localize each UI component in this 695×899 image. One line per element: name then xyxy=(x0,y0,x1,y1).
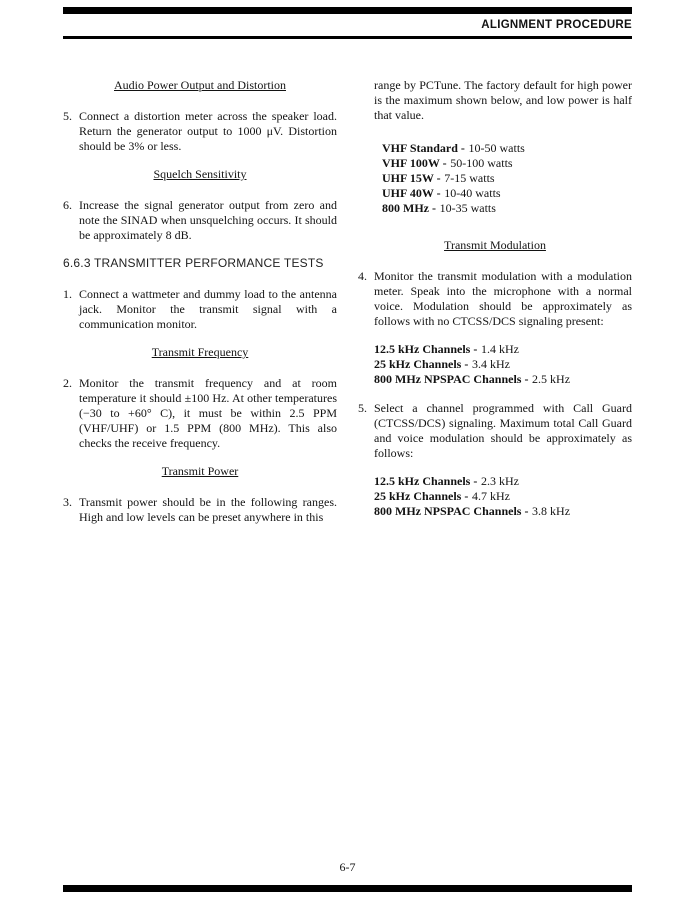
step-text: Monitor the transmit modulation with a modulation meter. Speak into the microphone with a normal voice. Modulation should be approximately as follows with no CTCSS/DCS signaling present: xyxy=(374,269,632,328)
page-header xyxy=(63,19,632,31)
modulation-spec-list-no-signaling xyxy=(374,342,632,387)
step-6 xyxy=(63,198,337,243)
power-spec-list xyxy=(382,141,632,216)
step-number: 3. xyxy=(63,495,72,509)
step-text: Connect a distortion meter across the speaker load. Return the generator output to 1000 μV. Distortion should be 3% or less. xyxy=(79,109,337,153)
step-text: Increase the signal generator output from zero and note the SINAD when unsquelching occurs. It should be approximately 8 dB. xyxy=(79,198,337,242)
spec-value: 10-35 watts xyxy=(439,201,496,215)
spec-value: 1.4 kHz xyxy=(480,342,519,356)
spec-row xyxy=(382,186,632,201)
spec-row xyxy=(374,474,632,489)
spec-label: 12.5 kHz Channels - xyxy=(374,474,478,488)
top-rule xyxy=(63,7,632,14)
step-1 xyxy=(63,287,337,332)
header-rule xyxy=(63,36,632,39)
spec-label: 25 kHz Channels - xyxy=(374,357,469,371)
step-number: 5. xyxy=(63,109,72,123)
spec-row xyxy=(382,171,632,186)
spec-value: 3.8 kHz xyxy=(532,504,571,518)
step-5-right xyxy=(358,401,632,461)
spec-value: 10-40 watts xyxy=(444,186,501,200)
spec-label: UHF 40W - xyxy=(382,186,441,200)
step-3 xyxy=(63,495,337,525)
step-3-continuation: range by PCTune. The factory default for high power is the maximum shown below, and low power is half that value. xyxy=(374,78,632,122)
spec-value: 7-15 watts xyxy=(444,171,495,185)
heading-transmit-modulation: Transmit Modulation xyxy=(444,238,546,252)
spec-row xyxy=(374,357,632,372)
spec-value: 50-100 watts xyxy=(450,156,513,170)
right-column xyxy=(358,74,632,538)
spec-value: 4.7 kHz xyxy=(471,489,510,503)
section-title-transmitter-performance-tests: 6.6.3 TRANSMITTER PERFORMANCE TESTS xyxy=(63,256,324,270)
spec-row xyxy=(382,141,632,156)
step-text: Transmit power should be in the following ranges. High and low levels can be preset anywhere in this xyxy=(79,495,337,524)
spec-row xyxy=(374,489,632,504)
modulation-spec-list-call-guard xyxy=(374,474,632,519)
step-text: Select a channel programmed with Call Guard (CTCSS/DCS) signaling. Maximum total Call Guard and voice modulation should be approximately as follows: xyxy=(374,401,632,460)
bottom-rule xyxy=(63,885,632,892)
step-number: 2. xyxy=(63,376,72,390)
spec-value: 2.3 kHz xyxy=(480,474,519,488)
step-number: 4. xyxy=(358,269,367,283)
heading-transmit-power: Transmit Power xyxy=(161,464,239,478)
heading-squelch-sensitivity: Squelch Sensitivity xyxy=(153,167,247,181)
spec-label: 25 kHz Channels - xyxy=(374,489,469,503)
spec-label: VHF Standard - xyxy=(382,141,465,155)
spec-row xyxy=(382,156,632,171)
step-text: Connect a wattmeter and dummy load to the antenna jack. Monitor the transmit signal with a communication monitor. xyxy=(79,287,337,331)
spec-label: UHF 15W - xyxy=(382,171,441,185)
spec-row xyxy=(374,342,632,357)
spec-row xyxy=(382,201,632,216)
spec-value: 3.4 kHz xyxy=(471,357,510,371)
spec-value: 10-50 watts xyxy=(468,141,525,155)
step-text: Monitor the transmit frequency and at room temperature it should ±100 Hz. At other temperatures (−30 to +60° C), it must be within 2.5 PPM (VHF/UHF) or 1.5 PPM (800 MHz). This also checks the receive frequency. xyxy=(79,376,337,450)
step-4 xyxy=(358,269,632,329)
spec-label: 800 MHz - xyxy=(382,201,436,215)
spec-row xyxy=(374,372,632,387)
spec-row xyxy=(374,504,632,519)
spec-label: VHF 100W - xyxy=(382,156,447,170)
page-number: 6-7 xyxy=(339,860,356,874)
step-5 xyxy=(63,109,337,154)
left-column xyxy=(63,74,337,538)
step-2 xyxy=(63,376,337,451)
spec-value: 2.5 kHz xyxy=(532,372,571,386)
step-number: 6. xyxy=(63,198,72,212)
step-number: 5. xyxy=(358,401,367,415)
two-column-body xyxy=(63,74,632,538)
spec-label: 12.5 kHz Channels - xyxy=(374,342,478,356)
heading-transmit-frequency: Transmit Frequency xyxy=(151,345,249,359)
spec-label: 800 MHz NPSPAC Channels - xyxy=(374,372,529,386)
heading-audio-power-output-and-distortion: Audio Power Output and Distortion xyxy=(114,78,286,92)
step-number: 1. xyxy=(63,287,72,301)
header-title: ALIGNMENT PROCEDURE xyxy=(481,19,632,31)
spec-label: 800 MHz NPSPAC Channels - xyxy=(374,504,529,518)
